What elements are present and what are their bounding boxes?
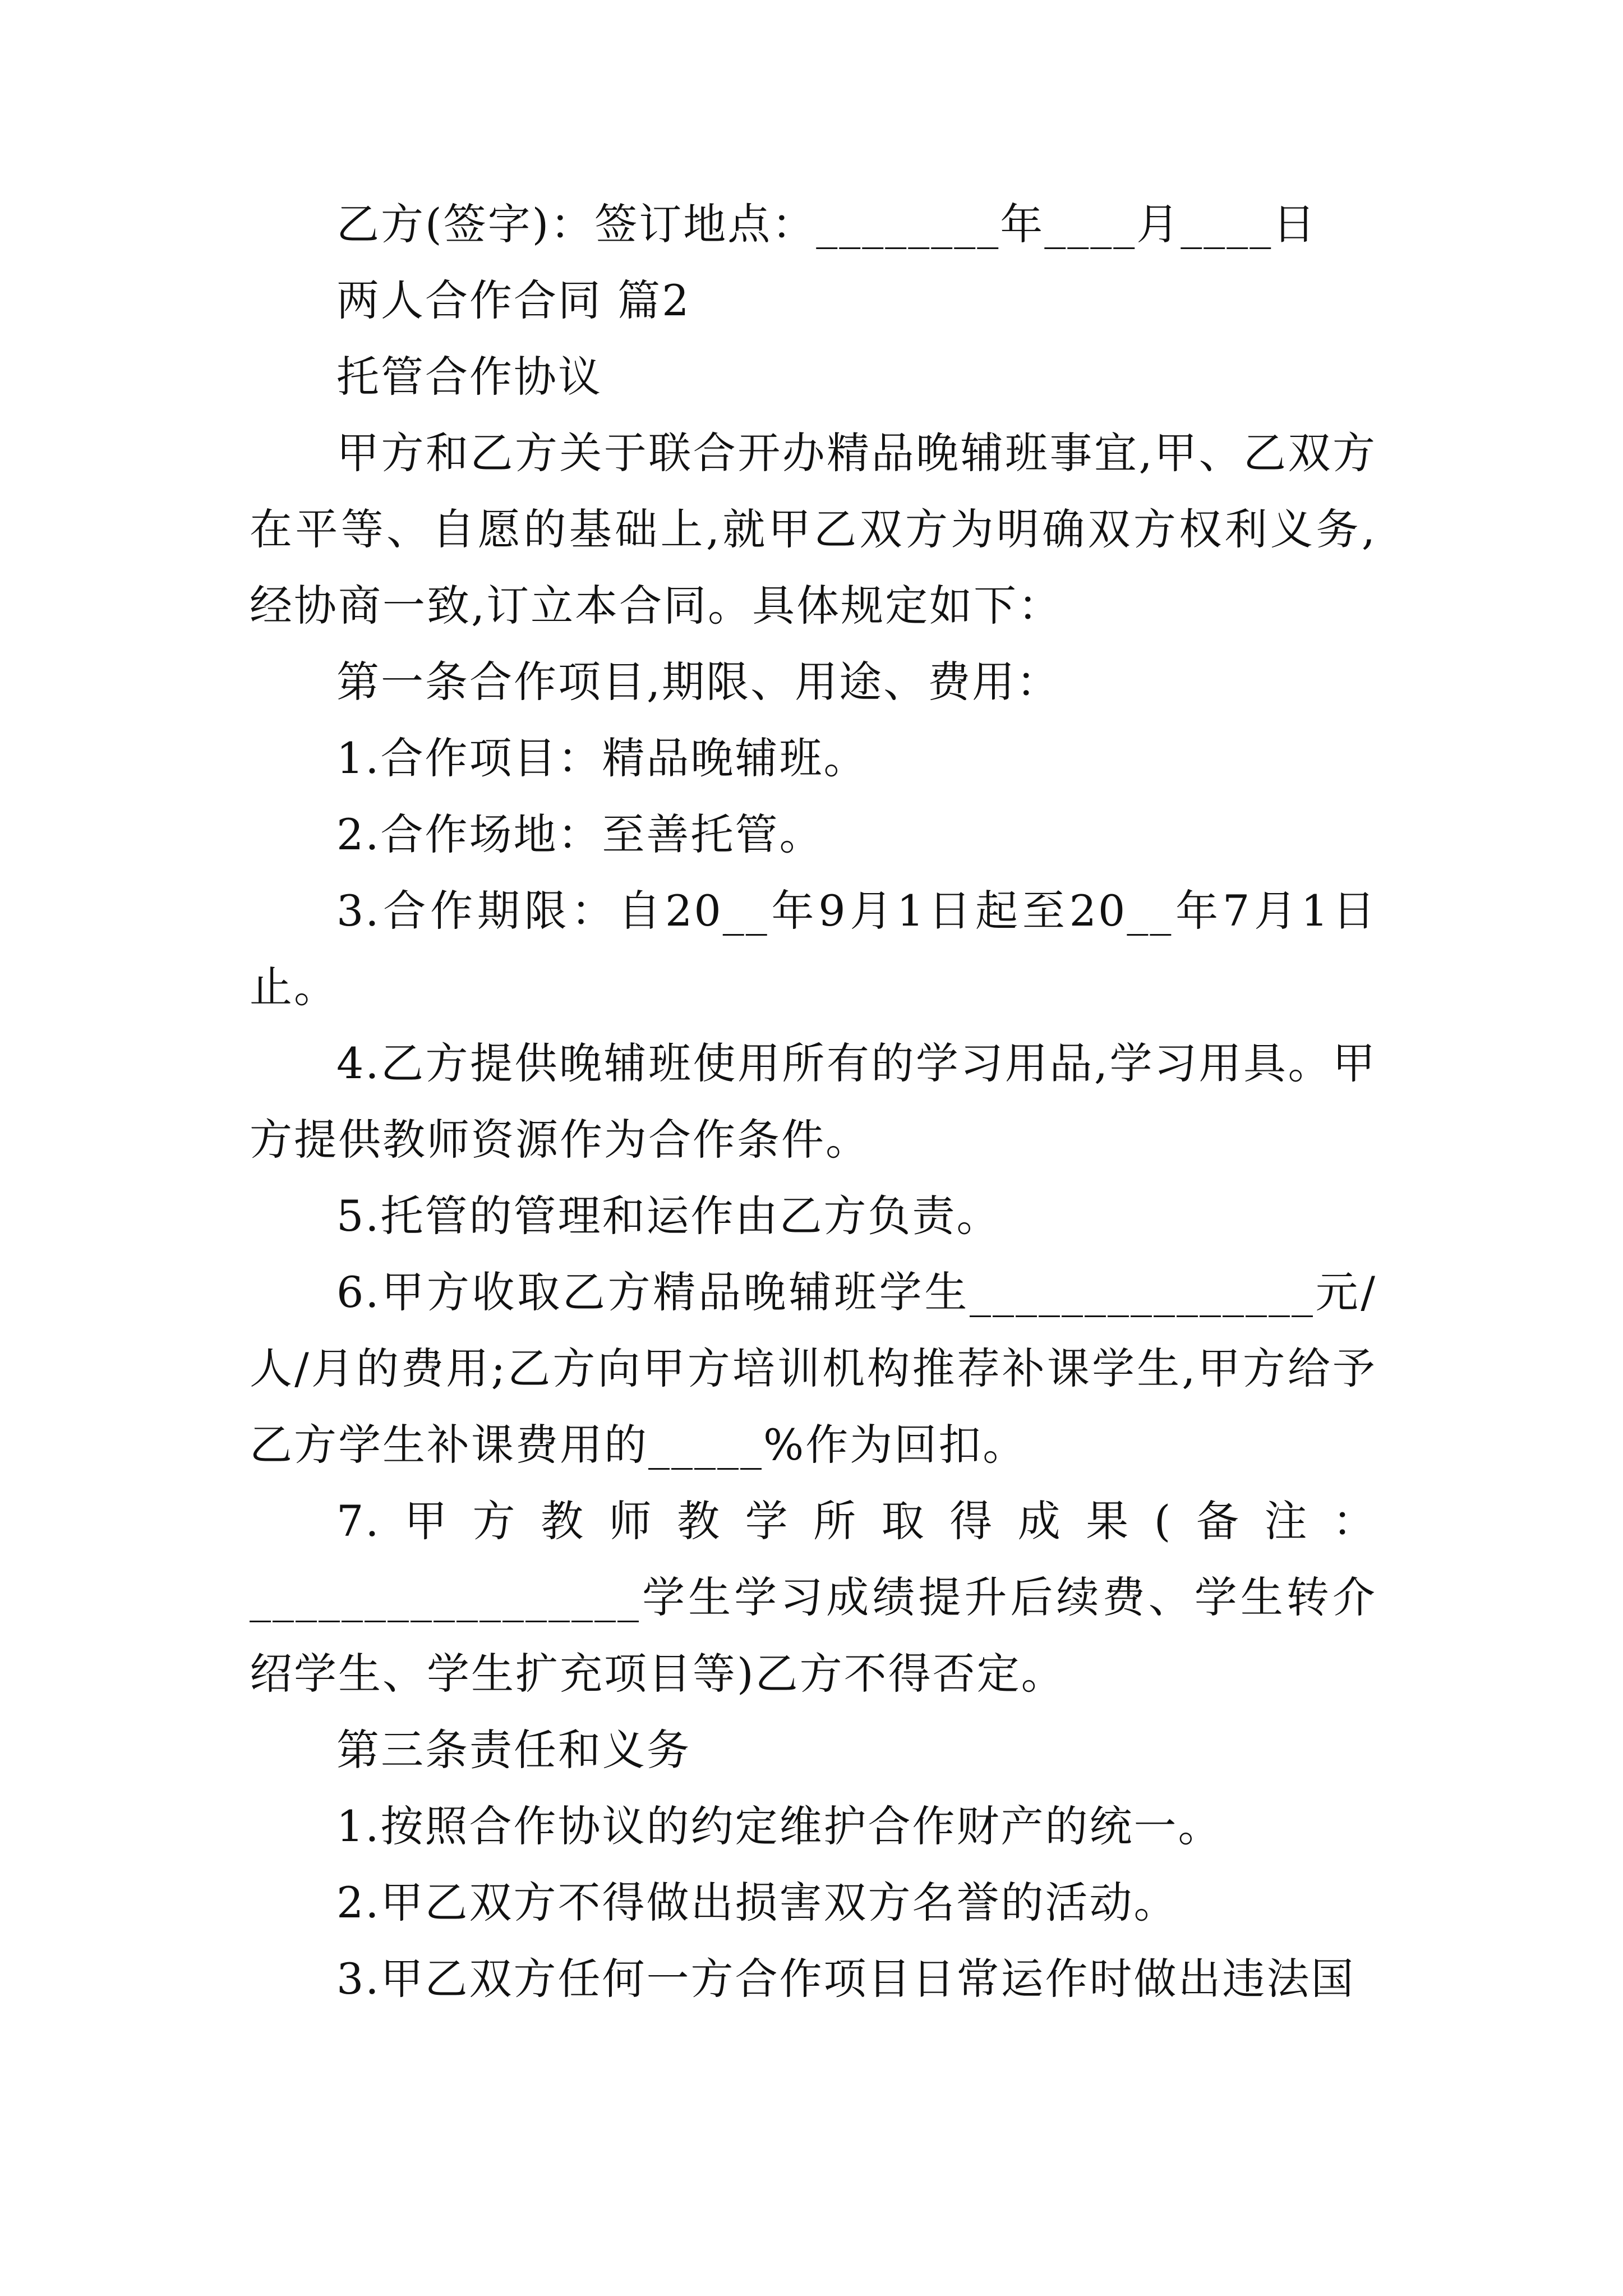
agreement-title: 托管合作协议 [336,352,602,402]
s1-item6: 6.甲方收取乙方精品晚辅班学生_______________元/人/月的费用;乙方向甲方培训机构推荐补课学生,甲方给予乙方学生补课费用的_____%作为回扣。 [250,1267,1377,1470]
s3-item1: 1.按照合作协议的约定维护合作财产的统一。 [336,1801,1223,1851]
section1-title: 第一条合作项目,期限、用途、费用： [336,657,1061,707]
s1-item1: 1.合作项目：精品晚辅班。 [336,733,868,783]
s1-item3: 3.合作期限：自20__年9月1日起至20__年7月1日止。 [250,886,1377,1012]
s1-item7: 7.甲方教师教学所取得成果(备注：_________________学生学习成绩提升后续费、学生转介绍学生、学生扩充项目等)乙方不得否定。 [250,1496,1377,1699]
article-heading: 两人合作合同 篇2 [336,275,691,325]
s3-item3: 3.甲乙双方任何一方合作项目日常运作时做出违法国 [336,1954,1355,2004]
s1-item2: 2.合作场地：至善托管。 [336,809,824,859]
s1-item5: 5.托管的管理和运作由乙方负责。 [336,1191,1001,1241]
intro-paragraph: 甲方和乙方关于联合开办精品晚辅班事宜,甲、乙双方在平等、自愿的基础上,就甲乙双方为明确双方权利义务,经协商一致,订立本合同。具体规定如下： [250,428,1377,631]
s3-item2: 2.甲乙双方不得做出损害双方名誉的活动。 [336,1878,1178,1927]
signature-line: 乙方(签字)：签订地点：________年____月____日 [336,199,1317,249]
section3-title: 第三条责任和义务 [336,1725,691,1775]
s1-item4: 4.乙方提供晚辅班使用所有的学习用品,学习用具。甲方提供教师资源作为合作条件。 [250,1038,1377,1165]
